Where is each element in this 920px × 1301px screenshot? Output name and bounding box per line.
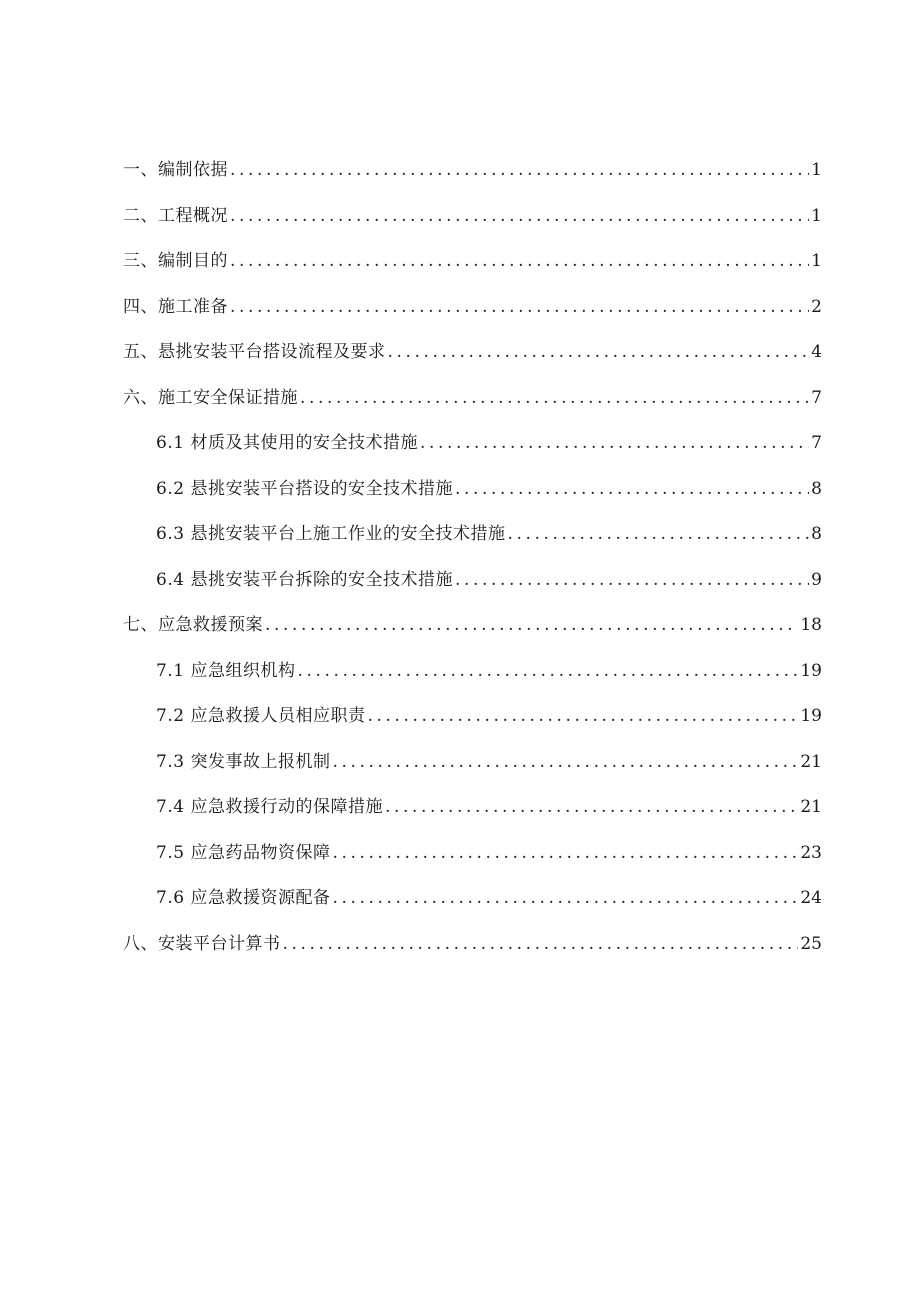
toc-entry-label: 7.4 应急救援行动的保障措施 (156, 797, 383, 817)
toc-dot-leader (230, 285, 809, 331)
toc-page-number: 1 (811, 160, 822, 180)
toc-entry-label: 一、编制依据 (123, 160, 228, 180)
toc-dot-leader (230, 239, 809, 285)
toc-dot-leader (455, 558, 809, 604)
toc-entry-label: 二、工程概况 (123, 205, 228, 226)
toc-dot-leader (300, 376, 809, 422)
toc-entry[interactable] (123, 148, 822, 194)
toc-dot-leader (367, 694, 798, 740)
toc-dot-leader (332, 740, 798, 786)
toc-page-number: 23 (800, 842, 822, 863)
toc-subentry[interactable] (123, 694, 822, 740)
toc-page-number: 21 (800, 797, 822, 817)
toc-dot-leader (507, 512, 809, 558)
toc-entry[interactable] (123, 194, 822, 240)
toc-entry[interactable] (123, 376, 822, 422)
toc-subentry[interactable] (123, 467, 822, 513)
toc-dot-leader (283, 922, 799, 968)
toc-entry-label: 7.2 应急救援人员相应职责 (156, 706, 366, 726)
toc-dot-leader (297, 649, 798, 695)
toc-dot-leader (332, 876, 798, 922)
toc-dot-leader (230, 194, 809, 240)
toc-page-number: 25 (800, 933, 822, 954)
toc-subentry[interactable] (123, 876, 822, 922)
toc-dot-leader (332, 831, 798, 877)
toc-page-number: 21 (800, 751, 822, 772)
toc-entry-label: 四、施工准备 (123, 296, 228, 317)
toc-page-number: 9 (811, 569, 822, 590)
toc-entry-label: 五、悬挑安装平台搭设流程及要求 (123, 342, 386, 362)
toc-entry[interactable] (123, 285, 822, 331)
toc-page-number: 1 (811, 251, 822, 271)
toc-page-number: 24 (800, 888, 822, 908)
toc-entry-label: 八、安装平台计算书 (123, 933, 281, 954)
toc-entry[interactable] (123, 239, 822, 285)
toc-page-number: 19 (800, 706, 822, 726)
toc-entry[interactable] (123, 330, 822, 376)
toc-page-number: 1 (811, 205, 822, 226)
toc-subentry[interactable] (123, 558, 822, 604)
toc-page-number: 8 (811, 478, 822, 499)
toc-dot-leader (265, 603, 798, 649)
toc-page-number: 7 (811, 433, 822, 453)
toc-entry-label: 7.6 应急救援资源配备 (156, 888, 331, 908)
toc-page-number: 19 (800, 660, 822, 681)
toc-subentry[interactable] (123, 831, 822, 877)
toc-entry-label: 6.2 悬挑安装平台搭设的安全技术措施 (156, 478, 453, 499)
toc-dot-leader (455, 467, 809, 513)
toc-subentry[interactable] (123, 512, 822, 558)
toc-entry[interactable] (123, 922, 822, 968)
toc-entry-label: 7.5 应急药品物资保障 (156, 842, 331, 863)
toc-entry-label: 6.1 材质及其使用的安全技术措施 (156, 433, 418, 453)
toc-entry-label: 6.4 悬挑安装平台拆除的安全技术措施 (156, 569, 453, 590)
toc-subentry[interactable] (123, 649, 822, 695)
toc-entry-label: 7.3 突发事故上报机制 (156, 751, 331, 772)
toc-entry[interactable] (123, 603, 822, 649)
toc-entry-label: 六、施工安全保证措施 (123, 387, 298, 408)
toc-entry-label: 7.1 应急组织机构 (156, 660, 296, 681)
toc-page-number: 18 (800, 615, 822, 635)
toc-page-number: 2 (811, 296, 822, 317)
toc-entry-label: 七、应急救援预案 (123, 615, 263, 635)
toc-page-number: 7 (811, 387, 822, 408)
table-of-contents (123, 148, 822, 967)
toc-dot-leader (230, 148, 809, 194)
toc-subentry[interactable] (123, 421, 822, 467)
toc-subentry[interactable] (123, 785, 822, 831)
toc-dot-leader (385, 785, 798, 831)
toc-page-number: 4 (811, 342, 822, 362)
toc-dot-leader (420, 421, 809, 467)
toc-page-number: 8 (811, 524, 822, 544)
toc-dot-leader (388, 330, 810, 376)
toc-entry-label: 6.3 悬挑安装平台上施工作业的安全技术措施 (156, 524, 506, 544)
toc-subentry[interactable] (123, 740, 822, 786)
toc-entry-label: 三、编制目的 (123, 251, 228, 271)
